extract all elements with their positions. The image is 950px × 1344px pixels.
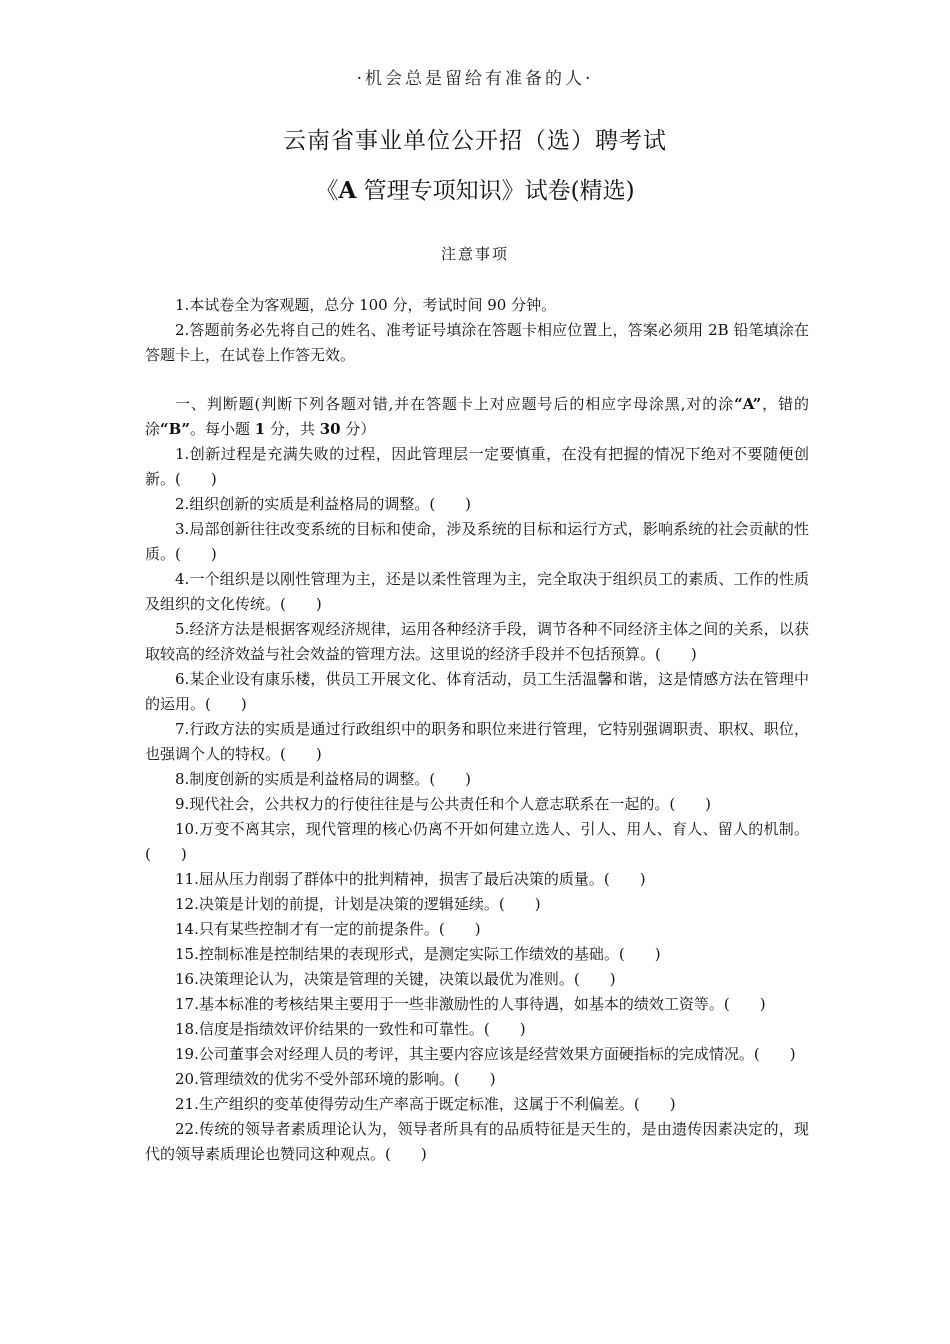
intro-total: 30 (319, 420, 341, 438)
intro-text: 。每小题 (189, 420, 255, 438)
notice-list (145, 293, 809, 368)
question-item: 19.公司董事会对经理人员的考评，其主要内容应该是经营效果方面硬指标的完成情况。( ) (175, 1045, 796, 1063)
question-item: 14.只有某些控制才有一定的前提条件。( ) (175, 920, 481, 938)
intro-text: 一、判断题(判断下列各题对错,并在答题卡上对应题号后的相应字母涂黑,对的涂 (175, 395, 735, 413)
question-item: 10.万变不离其宗，现代管理的核心仍离不开如何建立选人、引人、用人、育人、留人的机制。( ) (145, 820, 809, 863)
question-item: 12.决策是计划的前提，计划是决策的逻辑延续。( ) (175, 895, 541, 913)
exam-subtitle (0, 172, 950, 205)
question-item: 22.传统的领导者素质理论认为，领导者所具有的品质特征是天生的，是由遗传因素决定的，现代的领导素质理论也赞同这种观点。( ) (145, 1120, 809, 1163)
question-item: 4.一个组织是以刚性管理为主，还是以柔性管理为主，完全取决于组织员工的素质、工作的性质及组织的文化传统。( ) (145, 570, 809, 613)
intro-text: ，错的涂 (145, 395, 809, 438)
notice-heading: 注意事项 (440, 245, 509, 263)
question-item: 8.制度创新的实质是利益格局的调整。( ) (175, 770, 472, 788)
subtitle-rest: 管理专项知识》试卷(精选) (356, 178, 635, 204)
question-item: 2.组织创新的实质是利益格局的调整。( ) (175, 495, 472, 513)
intro-text: 分） (340, 420, 376, 438)
exam-title: 云南省事业单位公开招（选）聘考试 (283, 128, 667, 154)
question-item: 11.屈从压力削弱了群体中的批判精神，损害了最后决策的质量。( ) (175, 870, 646, 888)
intro-b-mark: “B” (160, 420, 190, 438)
question-item: 20.管理绩效的优劣不受外部环境的影响。( ) (175, 1070, 496, 1088)
notice-item: 2.答题前务必先将自己的姓名、准考证号填涂在答题卡相应位置上，答案必须用 2B 铅笔填涂在答题卡上，在试卷上作答无效。 (145, 321, 809, 364)
question-item: 18.信度是指绩效评价结果的一致性和可靠性。( ) (175, 1020, 526, 1038)
subtitle-prefix: 《 (315, 178, 339, 204)
intro-text: 分，共 (265, 420, 320, 438)
question-item: 5.经济方法是根据客观经济规律，运用各种经济手段，调节各种不同经济主体之间的关系，以获取较高的经济效益与社会效益的管理方法。这里说的经济手段并不包括预算。( ) (145, 620, 809, 663)
intro-score: 1 (254, 420, 266, 438)
question-item: 9.现代社会，公共权力的行使往往是与公共责任和个人意志联系在一起的。( ) (175, 795, 712, 813)
notice-item: 1.本试卷全为客观题，总分 100 分，考试时间 90 分钟。 (175, 296, 557, 314)
question-item: 21.生产组织的变革使得劳动生产率高于既定标准，这属于不利偏差。( ) (175, 1095, 676, 1113)
judgment-section (145, 392, 809, 1167)
question-item: 6.某企业设有康乐楼，供员工开展文化、体育活动，员工生活温馨和谐，这是情感方法在管理中的运用。( ) (145, 670, 809, 713)
question-item: 17.基本标准的考核结果主要用于一些非激励性的人事待遇，如基本的绩效工资等。( ) (175, 995, 766, 1013)
question-item: 15.控制标准是控制结果的表现形式，是测定实际工作绩效的基础。( ) (175, 945, 661, 963)
intro-a-mark: “A” (734, 395, 762, 413)
motto-header: ·机会总是留给有准备的人· (356, 69, 594, 89)
question-item: 7.行政方法的实质是通过行政组织中的职务和职位来进行管理，它特别强调职责、职权、职位，也强调个人的特权。( ) (145, 720, 809, 763)
question-item: 1.创新过程是充满失败的过程，因此管理层一定要慎重，在没有把握的情况下绝对不要随便创新。( ) (145, 445, 809, 488)
subtitle-bold: A (338, 177, 357, 204)
section-intro (145, 392, 809, 442)
question-item: 16.决策理论认为，决策是管理的关键，决策以最优为准则。( ) (175, 970, 616, 988)
question-item: 3.局部创新往往改变系统的目标和使命，涉及系统的目标和运行方式，影响系统的社会贡献的性质。( ) (145, 520, 809, 563)
